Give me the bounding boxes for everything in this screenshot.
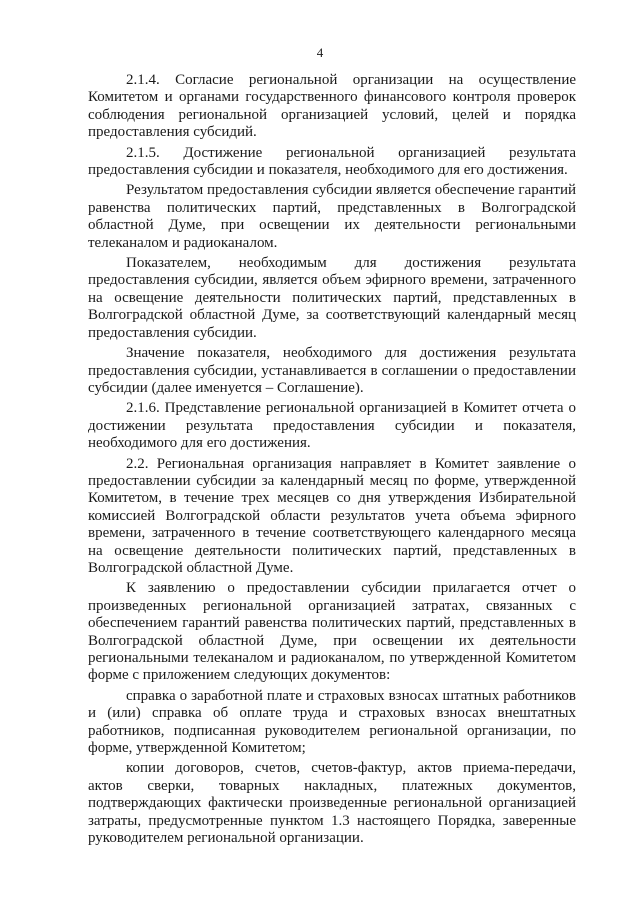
paragraph-2-1-4: 2.1.4. Согласие региональной организации на осуществление Комитетом и органами государственного финансового контроля проверок соблюдения региональной организацией условий, целей и порядка предоставления субсидий. [88,72,576,141]
paragraph-2-2: 2.2. Региональная организация направляет в Комитет заявление о предоставлении субсидии за календарный месяц по форме, утвержденной Комитетом, в течение трех месяцев со дня утверждения Избирательной комиссией Волгоградской области результатов учета объема эфирного времени, затраченного в течение соответствующего календарного месяца на освещение деятельности политических партий, представленных в Волгоградской областной Думе. [88,455,576,576]
paragraph-result: Результатом предоставления субсидии является обеспечение гарантий равенства политических партий, представленных в Волгоградской областной Думе, при освещении их деятельности региональными телеканалом и радиоканалом. [88,182,576,251]
paragraph-attachments: К заявлению о предоставлении субсидии прилагается отчет о произведенных региональной организацией затратах, связанных с обеспечением гарантий равенства политических партий, представленных в Волгоградской областной Думе, при освещении их деятельности региональными телеканалом и радиоканалом, по утвержденной Комитетом форме с приложением следующих документов: [88,580,576,684]
page-number: 4 [316,45,324,60]
paragraph-2-1-5: 2.1.5. Достижение региональной организацией результата предоставления субсидии и показателя, необходимого для его достижения. [88,144,576,179]
paragraph-indicator: Показателем, необходимым для достижения результата предоставления субсидии, является объем эфирного времени, затраченного на освещение деятельности политических партий, представленных в Волгоградской областной Думе, за соответствующий календарный месяц предоставления субсидии. [88,255,576,341]
paragraph-salary-certificate: справка о заработной плате и страховых взносах штатных работников и (или) справка об оплате труда и страховых взносах внештатных работников, подписанная руководителем региональной организации, по форме, утвержденной Комитетом; [88,687,576,757]
paragraph-contract-copies: копии договоров, счетов, счетов-фактур, актов приема-передачи, актов сверки, товарных накладных, платежных документов, подтверждающих фактически произведенные региональной организацией затраты, предусмотренные пунктом 1.3 настоящего Порядка, заверенные руководителем региональной организации. [88,760,576,847]
document-body [88,72,576,850]
paragraph-indicator-value: Значение показателя, необходимого для достижения результата предоставления субсидии, устанавливается в соглашении о предоставлении субсидии (далее именуется – Соглашение). [88,345,576,396]
paragraph-2-1-6: 2.1.6. Представление региональной организацией в Комитет отчета о достижении результата предоставления субсидии и показателя, необходимого для его достижения. [88,400,576,452]
